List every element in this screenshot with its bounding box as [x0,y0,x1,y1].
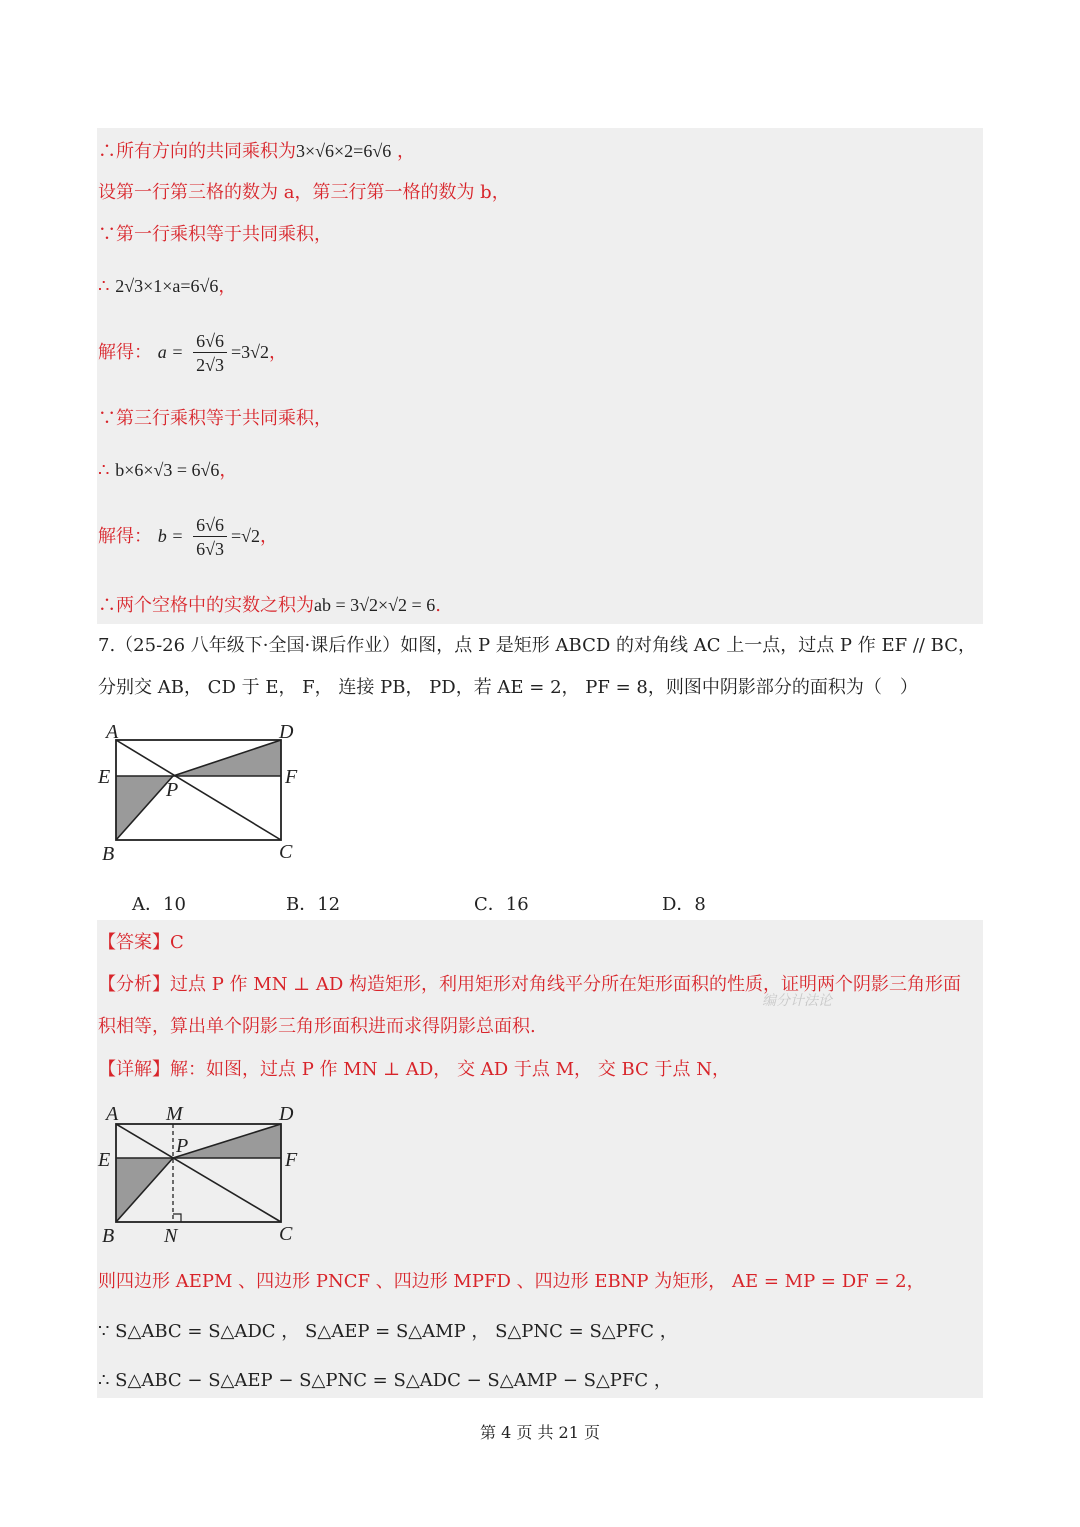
solution-tail: ， [391,141,415,162]
label-m: M [166,1103,183,1125]
area-equation-1: ∵ S△ABC = S△ADC ， S△AEP = S△AMP ， S△PNC = S△PFC ， [98,1321,678,1342]
page-footer: 第 4 页 共 21 页 [480,1423,600,1442]
answer-tag: 【答案】 [98,932,170,953]
label-f: F [285,1149,298,1171]
fraction-denominator: 6√3 [196,539,225,559]
label-p: P [176,1135,189,1157]
solution-text: ∴所有方向的共同乘积为 [98,141,296,162]
solution-line-4 [98,277,236,296]
analysis-tag: 【分析】 [98,974,170,995]
therefore-symbol: ∴ [98,460,116,481]
solution-line-5 [98,332,287,374]
label-d: D [279,721,294,743]
equation-rhs: =3√2 [231,342,270,362]
solution-line-7 [98,461,237,480]
option-c[interactable]: C．16 [474,894,529,915]
label-b: B [102,1225,115,1247]
question-line-2: 分别交 AB， CD 于 E， F， 连接 PB， PD，若 AE = 2， PF = 8，则图中阴影部分的面积为（ ） [98,677,918,698]
fraction-numerator: 6√6 [193,516,227,537]
label-c: C [279,841,293,863]
watermark: 编分计法论 [762,993,832,1009]
detail-line [98,1061,730,1079]
label-c: C [279,1223,293,1245]
equation-rhs: =√2 [231,526,261,546]
label-e: E [98,1149,111,1171]
question-figure [96,718,316,868]
label-p: P [166,779,179,801]
solution-line-8 [98,516,278,558]
solution-tail: ， [260,526,279,547]
label-e: E [98,766,111,788]
fraction-denominator: 2√3 [196,355,225,375]
area-equation-2: ∴ S△ABC − S△AEP − S△PNC = S△ADC − S△AMP − S△PFC ， [98,1370,672,1391]
rectangles-line: 则四边形 AEPM 、四边形 PNCF 、四边形 MPFD 、四边形 EBNP 为矩形， AE = MP = DF = 2， [98,1271,925,1292]
detail-text: 解：如图，过点 P 作 MN ⊥ AD， 交 AD 于点 M， 交 BC 于点 N， [170,1059,730,1080]
equation-lhs: a = [157,342,184,362]
solution-figure [96,1100,316,1250]
solution-tail: . [435,595,441,616]
label-f: F [285,766,298,788]
therefore-symbol: ∴ [98,276,116,297]
solve-label: 解得： [98,526,152,547]
right-angle-mark [173,1214,181,1222]
analysis-line-2: 积相等，算出单个阴影三角形面积进而求得阴影总面积. [98,1016,536,1037]
fraction [193,332,227,374]
detail-tag: 【详解】 [98,1059,170,1080]
solution-math: 3×√6×2=6√6 [296,141,392,161]
solution-line-6: ∵第三行乘积等于共同乘积， [98,408,332,429]
answer-line [98,934,184,952]
solution-tail: ， [219,460,238,481]
solution-line-9 [98,596,441,615]
option-b[interactable]: B．12 [286,894,341,915]
fraction-numerator: 6√6 [193,332,227,353]
label-n: N [164,1225,178,1247]
solution-text: ∴两个空格中的实数之积为 [98,595,314,616]
solution-tail: ， [218,276,237,297]
question-line-1: 7.（25-26 八年级下·全国·课后作业）如图，点 P 是矩形 ABCD 的对角线 AC 上一点，过点 P 作 EF // BC， [98,635,977,656]
label-d: D [279,1103,294,1125]
solution-line-1 [98,142,415,161]
fraction [193,516,227,558]
label-b: B [102,843,115,865]
answer-value: C [170,932,184,953]
label-a: A [106,721,119,743]
solution-line-3: ∵第一行乘积等于共同乘积， [98,224,332,245]
solve-label: 解得： [98,342,152,363]
option-d[interactable]: D．8 [662,894,706,915]
option-a[interactable]: A．10 [132,894,186,915]
label-a: A [106,1103,119,1125]
equation: 2√3×1×a=6√6 [115,276,219,296]
equation: ab = 3√2×√2 = 6 [314,595,436,615]
analysis-text: 过点 P 作 MN ⊥ AD 构造矩形，利用矩形对角线平分所在矩形面积的性质，证明两个阴影三角形面 [170,974,961,995]
solution-line-2: 设第一行第三格的数为 a，第三行第一格的数为 b， [98,182,510,203]
solution-tail: ， [269,342,288,363]
equation: b×6×√3 = 6√6 [115,460,220,480]
equation-lhs: b = [157,526,184,546]
